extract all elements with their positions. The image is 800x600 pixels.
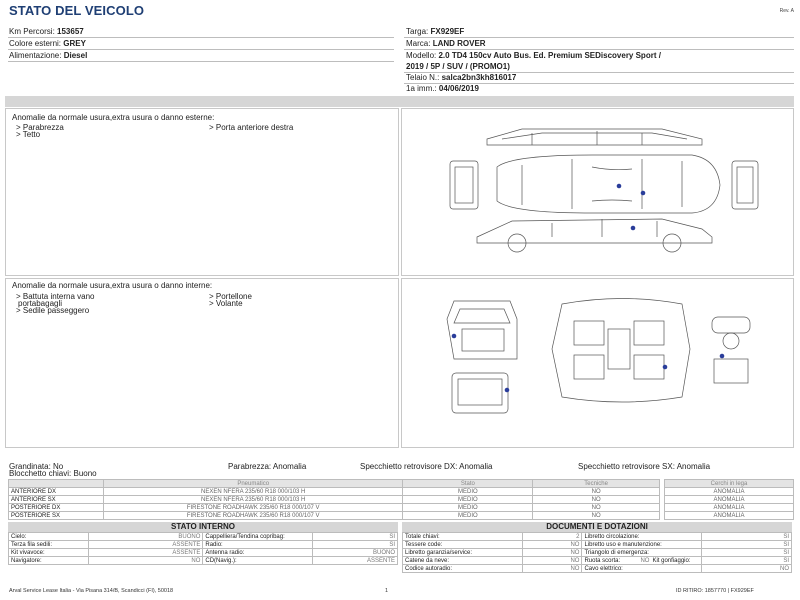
tyre-tech: NO (533, 512, 660, 520)
plate-row (406, 26, 794, 37)
windshield-status: Parabrezza: Anomalia (228, 462, 307, 471)
field-label: Libretto garanzia/service: (403, 549, 523, 557)
brand-value: LAND ROVER (432, 39, 486, 48)
field-value: ASSENTE (313, 557, 398, 565)
damage-marker (452, 334, 457, 339)
table-row (9, 549, 398, 557)
brand-row (406, 38, 794, 49)
field-label: Antenna radio: (203, 549, 313, 557)
field-value: BUONO (313, 549, 398, 557)
internal-state-table (8, 532, 398, 565)
model-row-2 (406, 61, 794, 72)
table-row (9, 488, 660, 496)
field-value: NO (640, 557, 650, 564)
km-value: 153657 (57, 27, 84, 36)
damage-marker (617, 184, 622, 189)
mirror-sx-status: Specchietto retrovisore SX: Anomalia (578, 462, 711, 471)
field-value: SI (313, 541, 398, 549)
column-header (9, 480, 104, 488)
keys-status: Blocchetto chiavi: Buono (9, 469, 97, 478)
field-value: SI (702, 549, 792, 557)
field-label: Totale chiavi: (403, 533, 523, 541)
field-value: SI (702, 557, 792, 565)
damage-marker (631, 226, 636, 231)
field-value: NO (522, 557, 582, 565)
field-value: BUONO (88, 533, 203, 541)
damage-marker (505, 388, 510, 393)
tyre-position: ANTERIORE SX (9, 496, 104, 504)
registration-value: 04/06/2019 (438, 84, 479, 93)
tyre-model: NEXEN NFERA 235/60 R18 000/103 H (103, 488, 403, 496)
field-label: Navigatore: (9, 557, 89, 565)
model-value-line2: 2019 / 5P / SUV / (PROMO1) (406, 62, 510, 71)
table-row (403, 565, 792, 573)
rim-state: ANOMALIA (665, 496, 794, 504)
column-header: Cerchi in lega (665, 480, 794, 488)
rim-state: ANOMALIA (665, 504, 794, 512)
page-title: STATO DEL VEICOLO (9, 3, 145, 18)
documents-title: DOCUMENTI E DOTAZIONI (402, 522, 792, 532)
rim-state: ANOMALIA (665, 512, 794, 520)
table-row (403, 533, 792, 541)
damage-marker (641, 191, 646, 196)
chassis-value: salca2bn3kh816017 (441, 73, 517, 82)
field-value: NO (522, 565, 582, 573)
field-value: SI (702, 533, 792, 541)
rim-state: ANOMALIA (665, 488, 794, 496)
column-header: Tecniche (533, 480, 660, 488)
tyre-position: POSTERIORE SX (9, 512, 104, 520)
field-label: Cavo elettrico: (582, 565, 702, 573)
interior-diagram-panel (401, 278, 794, 448)
table-header-row (9, 480, 660, 488)
interior-item: > Volante (209, 299, 243, 308)
field-label: CD(Navig.): (203, 557, 313, 565)
chassis-row (406, 72, 794, 83)
interior-item: > Battuta interna vano (16, 292, 95, 301)
field-label: Cielo: (9, 533, 89, 541)
km-label: Km Percorsi: (9, 27, 55, 36)
footer-reference: ID RITIRO: 1857770 | FX929EF (676, 588, 754, 594)
plate-value: FX929EF (430, 27, 465, 36)
color-label: Colore esterni: (9, 39, 62, 48)
interior-item: > Sedile passeggero (16, 306, 90, 315)
field-label: Ruota scorta: (584, 557, 621, 564)
registration-label: 1a imm.: (406, 84, 437, 93)
interior-damage-panel (5, 278, 399, 448)
tyre-state: MEDIO (403, 488, 533, 496)
registration-row (406, 83, 794, 94)
table-row (403, 549, 792, 557)
table-row (9, 541, 398, 549)
exterior-title: Anomalie da normale usura,extra usura o danno esterne: (12, 113, 215, 122)
fuel-label: Alimentazione: (9, 51, 62, 60)
chassis-label: Telaio N.: (406, 73, 440, 82)
exterior-item: > Tetto (16, 130, 41, 139)
tyre-position: ANTERIORE DX (9, 488, 104, 496)
column-header: Stato (403, 480, 533, 488)
field-label: Radio: (203, 541, 313, 549)
table-row (9, 496, 660, 504)
fuel-value: Diesel (63, 51, 88, 60)
field-label: Cappelliera/Tendina copribag: (203, 533, 313, 541)
field-value: SI (313, 533, 398, 541)
field-value: ASSENTE (88, 549, 203, 557)
tyre-model: NEXEN NFERA 235/60 R18 000/103 H (103, 496, 403, 504)
exterior-car-diagram (402, 109, 793, 275)
field-value: NO (522, 549, 582, 557)
field-value: NO (522, 541, 582, 549)
color-row (9, 38, 389, 49)
field-label: Catene da neve: (403, 557, 523, 565)
hail-status: Grandinata: No (9, 462, 64, 471)
field-label: Kit gonfiaggio: (652, 557, 691, 564)
documents-table (402, 532, 792, 573)
exterior-damage-panel (5, 108, 399, 276)
revision-label: Rev. A (779, 8, 794, 14)
table-row (403, 557, 792, 565)
interior-title: Anomalie da normale usura,extra usura o danno interne: (12, 281, 213, 290)
field-value: NO (88, 557, 203, 565)
field-value: ASSENTE (88, 541, 203, 549)
tyre-model: FIRESTONE ROADHAWK 235/60 R18 000/107 V (103, 504, 403, 512)
damage-marker (720, 354, 725, 359)
exterior-item: > Porta anteriore destra (209, 123, 294, 132)
field-label: Codice autoradio: (403, 565, 523, 573)
footer-page-number: 1 (385, 588, 389, 594)
internal-state-title: STATO INTERNO (8, 522, 398, 532)
interior-item: portabagagli (18, 299, 63, 308)
tyre-tech: NO (533, 496, 660, 504)
field-label: Triangolo di emergenza: (582, 549, 702, 557)
field-value: SI (702, 541, 792, 549)
tyre-tech: NO (533, 488, 660, 496)
rims-table (664, 479, 794, 520)
section-bar (5, 96, 794, 107)
brand-label: Marca: (406, 39, 431, 48)
field-label: Kit vivavoce: (9, 549, 89, 557)
split-cell (582, 557, 702, 565)
damage-marker (663, 365, 668, 370)
table-row (9, 512, 660, 520)
tyre-model: FIRESTONE ROADHAWK 235/60 R18 000/107 V (103, 512, 403, 520)
table-row (403, 541, 792, 549)
divider (8, 61, 394, 62)
field-value: NO (702, 565, 792, 573)
field-label: Tessere code: (403, 541, 523, 549)
field-label: Terza fila sedili: (9, 541, 89, 549)
model-label: Modello: (406, 51, 437, 60)
tyre-position: POSTERIORE DX (9, 504, 104, 512)
tyre-state: MEDIO (403, 504, 533, 512)
fuel-row (9, 50, 389, 61)
tyres-table (8, 479, 660, 520)
tyre-state: MEDIO (403, 496, 533, 504)
mirror-dx-status: Specchietto retrovisore DX: Anomalia (360, 462, 493, 471)
field-value: 2 (522, 533, 582, 541)
tyre-state: MEDIO (403, 512, 533, 520)
model-row (406, 50, 794, 61)
column-header: Pneumatico (103, 480, 403, 488)
table-row (9, 504, 660, 512)
exterior-diagram-panel (401, 108, 794, 276)
color-value: GREY (63, 39, 86, 48)
interior-car-diagram (402, 279, 793, 447)
model-value-line1: 2.0 TD4 150cv Auto Bus. Ed. Premium SEDiscovery Sport / (438, 51, 661, 60)
tyre-tech: NO (533, 504, 660, 512)
interior-item: > Portellone (209, 292, 252, 301)
field-label: Libretto uso e manutenzione: (582, 541, 702, 549)
table-row (9, 557, 398, 565)
footer-company: Arval Service Lease Italia - Via Pisana 314/B, Scandicci (FI), 50018 (9, 588, 174, 594)
table-row (9, 533, 398, 541)
exterior-item: > Parabrezza (16, 123, 64, 132)
plate-label: Targa: (406, 27, 429, 36)
field-label: Libretto circolazione: (582, 533, 702, 541)
km-row (9, 26, 389, 37)
